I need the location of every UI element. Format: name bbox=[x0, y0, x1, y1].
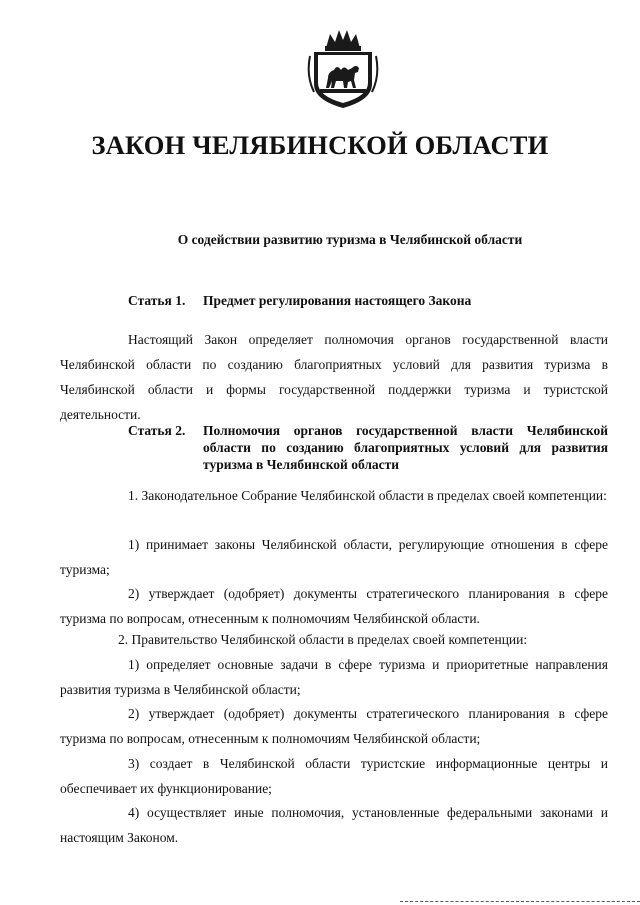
article-1-number: Статья 1. bbox=[128, 293, 186, 308]
article-1-paragraph-1: Настоящий Закон определяет полномочия органов государственной власти Челябинской области по созданию благоприятных условий для развития туризма в Челябинской области и формы государственной поддержки туризма и туристской деятельности. bbox=[60, 332, 608, 422]
law-title: ЗАКОН ЧЕЛЯБИНСКОЙ ОБЛАСТИ bbox=[91, 130, 549, 160]
article-1-title: Предмет регулирования настоящего Закона bbox=[203, 293, 472, 308]
article-2-paragraph-7: 3) создает в Челябинской области туристские информационные центры и обеспечивает их функционирование; bbox=[60, 756, 608, 796]
page-footer-divider bbox=[400, 901, 640, 903]
article-2-paragraph-5: 1) определяет основные задачи в сфере туризма и приоритетные направления развития туризма в Челябинской области; bbox=[60, 657, 608, 697]
article-1-heading bbox=[128, 292, 608, 309]
article-2-paragraph-4: 2. Правительство Челябинской области в пределах своей компетенции: bbox=[118, 632, 528, 647]
article-2-paragraph-1: 1. Законодательное Собрание Челябинской области в пределах своей компетенции: bbox=[128, 488, 607, 503]
article-2-heading bbox=[128, 422, 608, 473]
camel-crest-icon bbox=[306, 26, 380, 110]
article-2-number: Статья 2. bbox=[128, 423, 186, 438]
article-2-paragraph-8: 4) осуществляет иные полномочия, установленные федеральными законами и настоящим Законом. bbox=[60, 805, 608, 845]
article-2-paragraph-6: 2) утверждает (одобряет) документы стратегического планирования в сфере туризма по вопросам, отнесенным к полномочиям Челябинской области; bbox=[60, 706, 608, 746]
article-2-paragraph-3: 2) утверждает (одобряет) документы стратегического планирования в сфере туризма по вопросам, отнесенным к полномочиям Челябинской области. bbox=[60, 586, 608, 626]
coat-of-arms-emblem bbox=[306, 26, 380, 110]
law-subtitle: О содействии развитию туризма в Челябинской области bbox=[177, 232, 523, 247]
article-2-title: Полномочия органов государственной власти Челябинской области по созданию благоприятных условий для развития туризма в Челябинской области bbox=[203, 423, 608, 472]
article-2-paragraph-2: 1) принимает законы Челябинской области, регулирующие отношения в сфере туризма; bbox=[60, 537, 608, 577]
